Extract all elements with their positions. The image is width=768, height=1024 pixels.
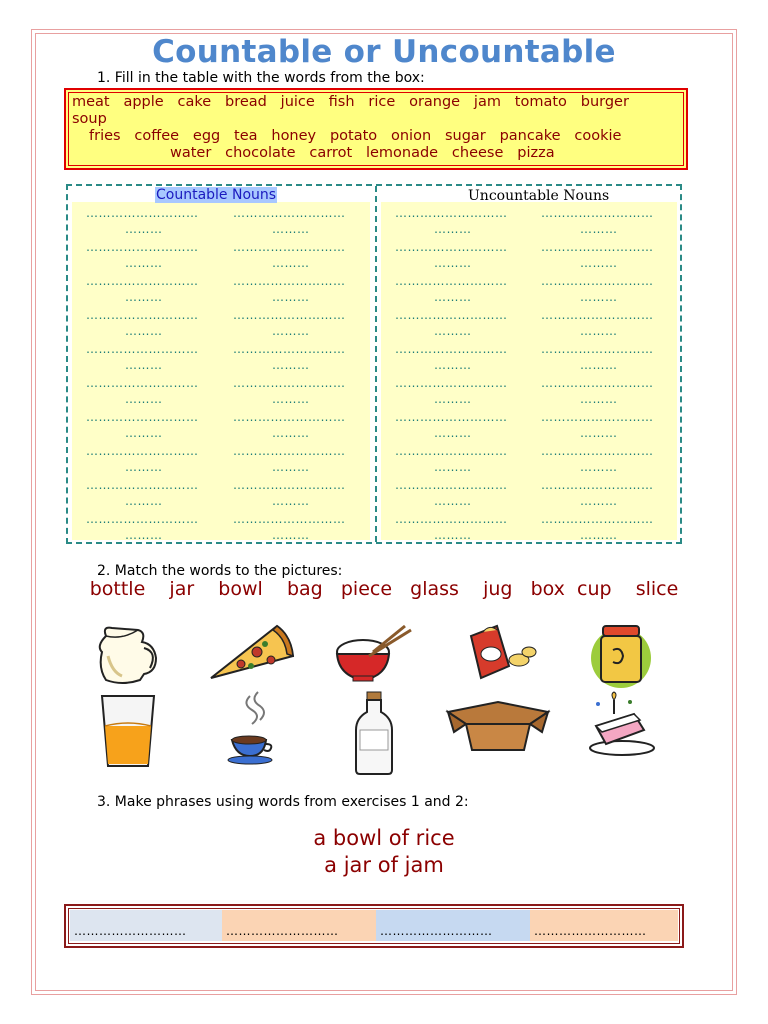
exercise-3-instruction: 3. Make phrases using words from exercises 1 and 2: [97,794,469,810]
answer-blank: ……………………… [534,924,647,938]
answer-blank[interactable]: ……………………… [395,410,508,424]
answer-blank[interactable]: ……………………… [541,274,654,288]
answer-blank[interactable]: ……………………… [395,376,508,390]
answer-blank-continuation[interactable]: ……… [434,528,472,542]
word-line-3: fries coffee egg tea honey potato onion sugar pancake cookie [89,128,622,144]
answer-blank[interactable]: ……………………… [233,444,346,458]
jam-jar-icon [585,622,657,688]
answer-blank[interactable]: ……………………… [86,512,199,526]
answer-blank-continuation[interactable]: ……… [272,426,310,440]
example-phrase-1: a bowl of rice [313,826,455,850]
answer-blank[interactable]: ……………………… [86,308,199,322]
answer-blank[interactable]: ……………………… [541,444,654,458]
answer-blank-continuation[interactable]: ……… [125,256,163,270]
milk-bottle-icon [350,690,398,776]
answer-blank-continuation[interactable]: ……… [272,528,310,542]
answer-blank[interactable]: ……………………… [541,478,654,492]
answer-blank[interactable]: ……………………… [233,308,346,322]
answer-blank-continuation[interactable]: ……… [125,358,163,372]
container-words: bottle jar bowl bag piece glass jug box cup slice [89,578,679,600]
answer-blank-continuation[interactable]: ……… [580,426,618,440]
answer-blank-continuation[interactable]: ……… [580,528,618,542]
answer-blank-continuation[interactable]: ……… [272,256,310,270]
answer-blank-continuation[interactable]: ……… [434,290,472,304]
word-box [64,88,688,170]
answer-blank-continuation[interactable]: ……… [125,290,163,304]
answer-blank-continuation[interactable]: ……… [272,358,310,372]
answer-blank[interactable]: ……………………… [86,444,199,458]
answer-blank[interactable]: ……………………… [395,478,508,492]
answer-blank[interactable]: ……………………… [233,478,346,492]
answer-blank[interactable]: ……………………… [233,240,346,254]
word-line-2: soup [72,111,107,127]
answer-blank[interactable]: ……………………… [395,206,508,220]
answer-blank-continuation[interactable]: ……… [580,256,618,270]
answer-blank[interactable]: ……………………… [395,512,508,526]
answer-blank[interactable]: ……………………… [233,274,346,288]
answer-blank-continuation[interactable]: ……… [434,392,472,406]
answer-blank[interactable]: ……………………… [233,410,346,424]
answer-blank-continuation[interactable]: ……… [272,324,310,338]
answer-blank-continuation[interactable]: ……… [272,460,310,474]
answer-blank-continuation[interactable]: ……… [272,222,310,236]
answer-blank-continuation[interactable]: ……… [434,460,472,474]
cake-piece-icon [584,690,660,758]
answer-cell-4[interactable] [530,910,678,941]
answer-blank[interactable]: ……………………… [233,206,346,220]
answer-blank[interactable]: ……………………… [86,478,199,492]
rice-bowl-icon [333,622,415,684]
answer-blank[interactable]: ……………………… [541,308,654,322]
answer-blank: ……………………… [380,924,493,938]
answer-blank[interactable]: ……………………… [395,274,508,288]
answer-blank: ……………………… [74,924,187,938]
answer-blank[interactable]: ……………………… [86,376,199,390]
answer-blank[interactable]: ……………………… [395,444,508,458]
answer-blank-continuation[interactable]: ……… [272,392,310,406]
answer-blank-continuation[interactable]: ……… [580,358,618,372]
answer-blank-continuation[interactable]: ……… [434,256,472,270]
answer-blank-continuation[interactable]: ……… [272,494,310,508]
word-line-4: water chocolate carrot lemonade cheese pizza [170,145,555,161]
phrases-answer-box [64,904,684,948]
answer-blank-continuation[interactable]: ……… [125,494,163,508]
answer-blank[interactable]: ……………………… [395,308,508,322]
answer-blank-continuation[interactable]: ……… [434,324,472,338]
countable-nouns-header: Countable Nouns [156,187,277,203]
answer-blank[interactable]: ……………………… [541,410,654,424]
answer-blank-continuation[interactable]: ……… [580,494,618,508]
answer-blank[interactable]: ……………………… [86,342,199,356]
answer-blank-continuation[interactable]: ……… [125,460,163,474]
answer-blank[interactable]: ……………………… [395,342,508,356]
pizza-slice-icon [207,622,295,682]
word-line-1: meat apple cake bread juice fish rice orange jam tomato burger [72,94,629,110]
answer-blank-continuation[interactable]: ……… [125,324,163,338]
answer-cell-2[interactable] [222,910,376,941]
answer-blank-continuation[interactable]: ……… [580,460,618,474]
answer-blank[interactable]: ……………………… [395,240,508,254]
answer-blank[interactable]: ……………………… [233,376,346,390]
answer-blank[interactable]: ……………………… [541,376,654,390]
uncountable-nouns-header: Uncountable Nouns [468,188,610,204]
cardboard-box-icon [444,692,552,754]
coffee-cup-icon [222,690,278,768]
answer-blank-continuation[interactable]: ……… [434,358,472,372]
jug-icon [92,622,164,688]
nouns-table [66,184,682,544]
worksheet-title: Countable or Uncountable [152,34,616,70]
answer-blank[interactable]: ……………………… [86,240,199,254]
answer-blank[interactable]: ……………………… [233,342,346,356]
answer-blank-continuation[interactable]: ……… [125,392,163,406]
answer-blank-continuation[interactable]: ……… [434,222,472,236]
answer-blank-continuation[interactable]: ……… [580,392,618,406]
exercise-2-instruction: 2. Match the words to the pictures: [97,563,343,579]
answer-blank-continuation[interactable]: ……… [125,528,163,542]
answer-blank[interactable]: ……………………… [86,206,199,220]
answer-blank-continuation[interactable]: ……… [434,426,472,440]
answer-blank-continuation[interactable]: ……… [434,494,472,508]
answer-blank-continuation[interactable]: ……… [272,290,310,304]
answer-blank[interactable]: ……………………… [541,342,654,356]
answer-blank-continuation[interactable]: ……… [580,222,618,236]
example-phrase-2: a jar of jam [324,853,444,877]
answer-blank[interactable]: ……………………… [541,206,654,220]
column-divider [375,186,377,542]
answer-blank-continuation[interactable]: ……… [580,324,618,338]
exercise-1-instruction: 1. Fill in the table with the words from the box: [97,70,425,86]
answer-blank-continuation[interactable]: ……… [125,426,163,440]
answer-blank: ……………………… [226,924,339,938]
answer-cell-3[interactable] [376,910,530,941]
answer-blank[interactable]: ……………………… [541,240,654,254]
answer-blank-continuation[interactable]: ……… [125,222,163,236]
chips-bag-icon [459,622,543,684]
juice-glass-icon [96,690,160,770]
answer-cell-1[interactable] [70,910,222,941]
answer-blank[interactable]: ……………………… [233,512,346,526]
answer-blank-continuation[interactable]: ……… [580,290,618,304]
answer-blank[interactable]: ……………………… [86,410,199,424]
answer-blank[interactable]: ……………………… [541,512,654,526]
answer-blank[interactable]: ……………………… [86,274,199,288]
